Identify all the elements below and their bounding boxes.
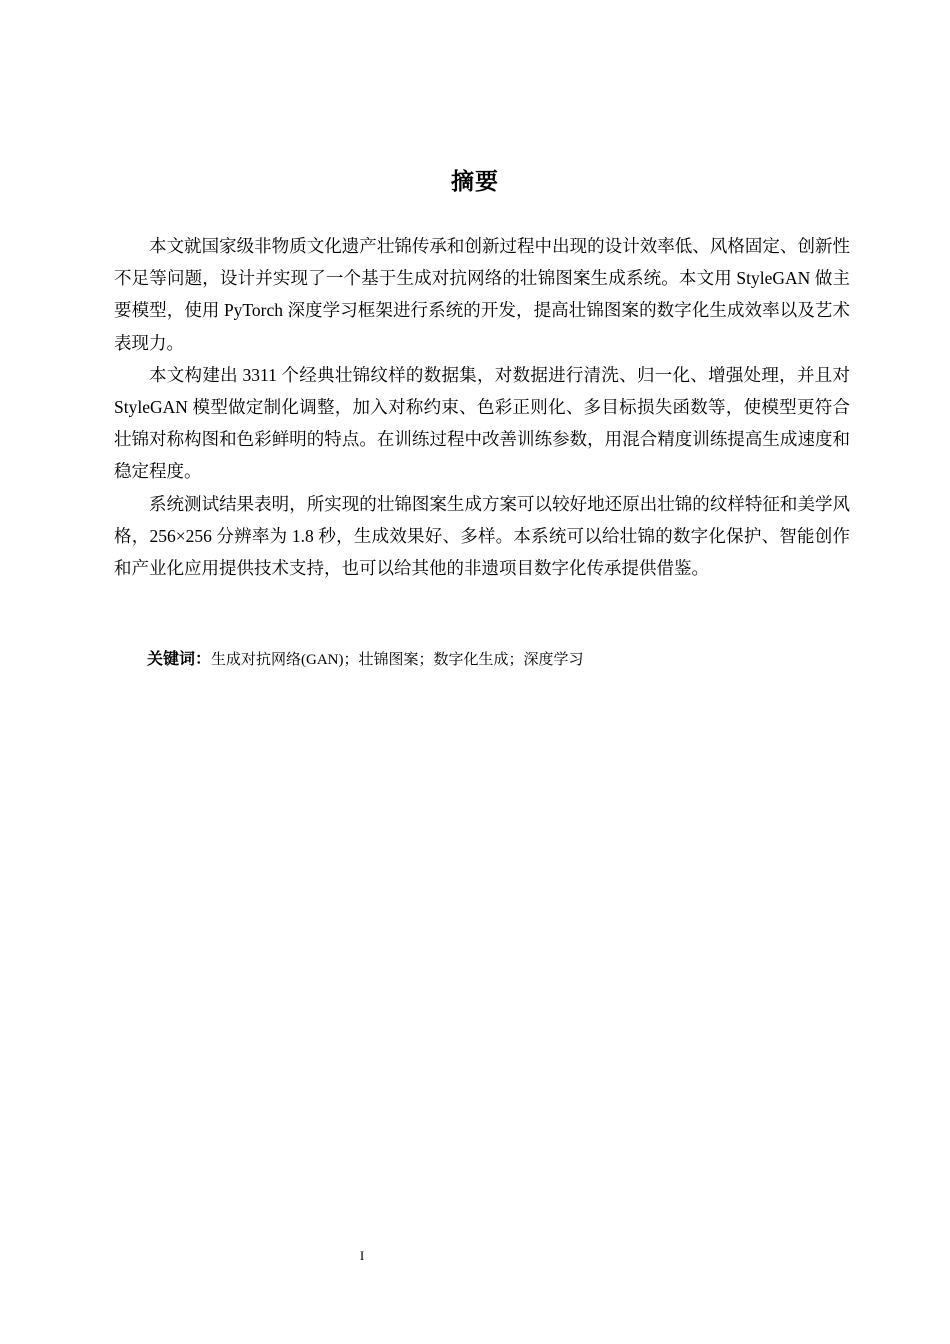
abstract-body bbox=[114, 230, 850, 584]
keywords-line bbox=[147, 647, 847, 672]
page-number: I bbox=[359, 1248, 365, 1263]
abstract-paragraph-3: 系统测试结果表明，所实现的壮锦图案生成方案可以较好地还原出壮锦的纹样特征和美学风格，256×256 分辨率为 1.8 秒，生成效果好、多样。本系统可以给壮锦的数字化保护、智能创作和产业化应用提供技术支持，也可以给其他的非遗项目数字化传承提供借鉴。 bbox=[114, 493, 850, 579]
keywords-text: 生成对抗网络(GAN)；壮锦图案；数字化生成；深度学习 bbox=[211, 652, 584, 668]
keywords-label: 关键词： bbox=[147, 649, 212, 668]
abstract-paragraph-2: 本文构建出 3311 个经典壮锦纹样的数据集，对数据进行清洗、归一化、增强处理，并且对 StyleGAN 模型做定制化调整，加入对称约束、色彩正则化、多目标损失函数等，使模型更符合壮锦对称构图和色彩鲜明的特点。在训练过程中改善训练参数，用混合精度训练提高生成速度和稳定程度。 bbox=[114, 364, 850, 482]
abstract-paragraph-1: 本文就国家级非物质文化遗产壮锦传承和创新过程中出现的设计效率低、风格固定、创新性不足等问题，设计并实现了一个基于生成对抗网络的壮锦图案生成系统。本文用 StyleGAN 做主要模型，使用 PyTorch 深度学习框架进行系统的开发，提高壮锦图案的数字化生成效率以及艺术表现力。 bbox=[114, 236, 850, 353]
abstract-title: 摘要 bbox=[451, 169, 499, 195]
